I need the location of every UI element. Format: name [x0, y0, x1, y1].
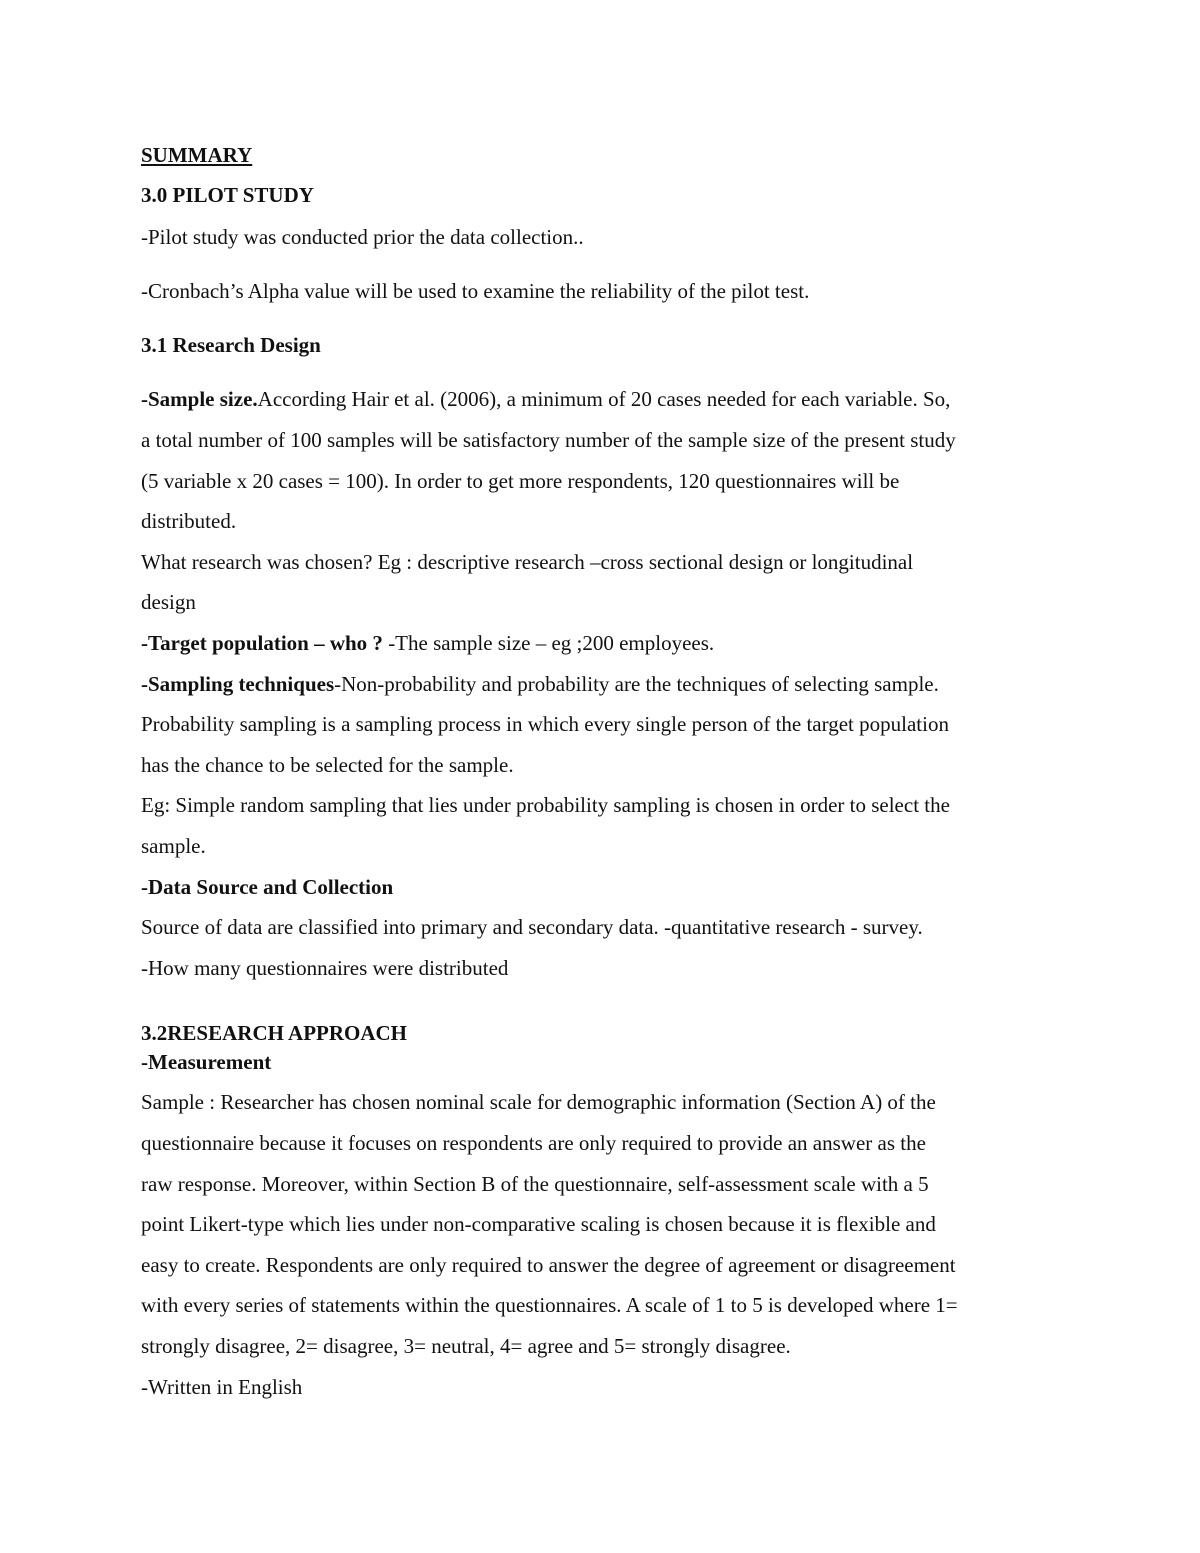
- example-line-2: sample.: [141, 834, 206, 858]
- sample-size-text: According Hair et al. (2006), a minimum of 20 cases needed for each variable. So,: [257, 387, 951, 411]
- heading-research-approach: 3.2RESEARCH APPROACH: [141, 1021, 408, 1045]
- target-population-label: -Target population – who ?: [141, 631, 383, 655]
- heading-research-design: 3.1 Research Design: [141, 333, 321, 357]
- sampling-techniques-label: -Sampling techniques: [141, 672, 335, 696]
- heading-pilot-study: 3.0 PILOT STUDY: [141, 183, 314, 207]
- pilot-study-text-1: -Pilot study was conducted prior the data collection..: [141, 225, 584, 249]
- written-in-english: -Written in English: [141, 1375, 303, 1399]
- measurement-label: -Measurement: [141, 1050, 272, 1074]
- target-population-line: [141, 631, 714, 655]
- sampling-techniques-line-3: has the chance to be selected for the sample.: [141, 753, 514, 777]
- measurement-line-6: with every series of statements within the questionnaires. A scale of 1 to 5 is developed where 1=: [141, 1293, 958, 1317]
- measurement-line-1: Sample : Researcher has chosen nominal scale for demographic information (Section A) of the: [141, 1090, 936, 1114]
- pilot-study-text-2: -Cronbach’s Alpha value will be used to examine the reliability of the pilot test.: [141, 279, 810, 303]
- data-source-line-1: Source of data are classified into primary and secondary data. -quantitative research - survey.: [141, 915, 923, 939]
- sample-size-label: -Sample size.: [141, 387, 258, 411]
- data-source-line-2: -How many questionnaires were distributed: [141, 956, 509, 980]
- data-source-label: -Data Source and Collection: [141, 875, 394, 899]
- measurement-line-7: strongly disagree, 2= disagree, 3= neutral, 4= agree and 5= strongly disagree.: [141, 1334, 791, 1358]
- target-population-text: -The sample size – eg ;200 employees.: [382, 631, 715, 655]
- sampling-techniques-line-1: [141, 672, 939, 696]
- measurement-line-5: easy to create. Respondents are only required to answer the degree of agreement or disagreement: [141, 1253, 956, 1277]
- document-title: SUMMARY: [141, 143, 253, 167]
- sample-size-line-4: distributed.: [141, 509, 237, 533]
- research-chosen-line-2: design: [141, 590, 196, 614]
- sampling-techniques-text: -Non-probability and probability are the techniques of selecting sample.: [334, 672, 939, 696]
- sample-size-line-2: a total number of 100 samples will be satisfactory number of the sample size of the present study: [141, 428, 956, 452]
- measurement-line-2: questionnaire because it focuses on respondents are only required to provide an answer as the: [141, 1131, 926, 1155]
- sampling-techniques-line-2: Probability sampling is a sampling process in which every single person of the target population: [141, 712, 949, 736]
- example-line-1: Eg: Simple random sampling that lies under probability sampling is chosen in order to select the: [141, 793, 950, 817]
- measurement-line-3: raw response. Moreover, within Section B of the questionnaire, self-assessment scale with a 5: [141, 1172, 929, 1196]
- sample-size-line-1: [141, 387, 950, 411]
- research-chosen-line-1: What research was chosen? Eg : descriptive research –cross sectional design or longitudinal: [141, 550, 914, 574]
- sample-size-line-3: (5 variable x 20 cases = 100). In order to get more respondents, 120 questionnaires will be: [141, 469, 900, 493]
- measurement-line-4: point Likert-type which lies under non-comparative scaling is chosen because it is flexible and: [141, 1212, 936, 1236]
